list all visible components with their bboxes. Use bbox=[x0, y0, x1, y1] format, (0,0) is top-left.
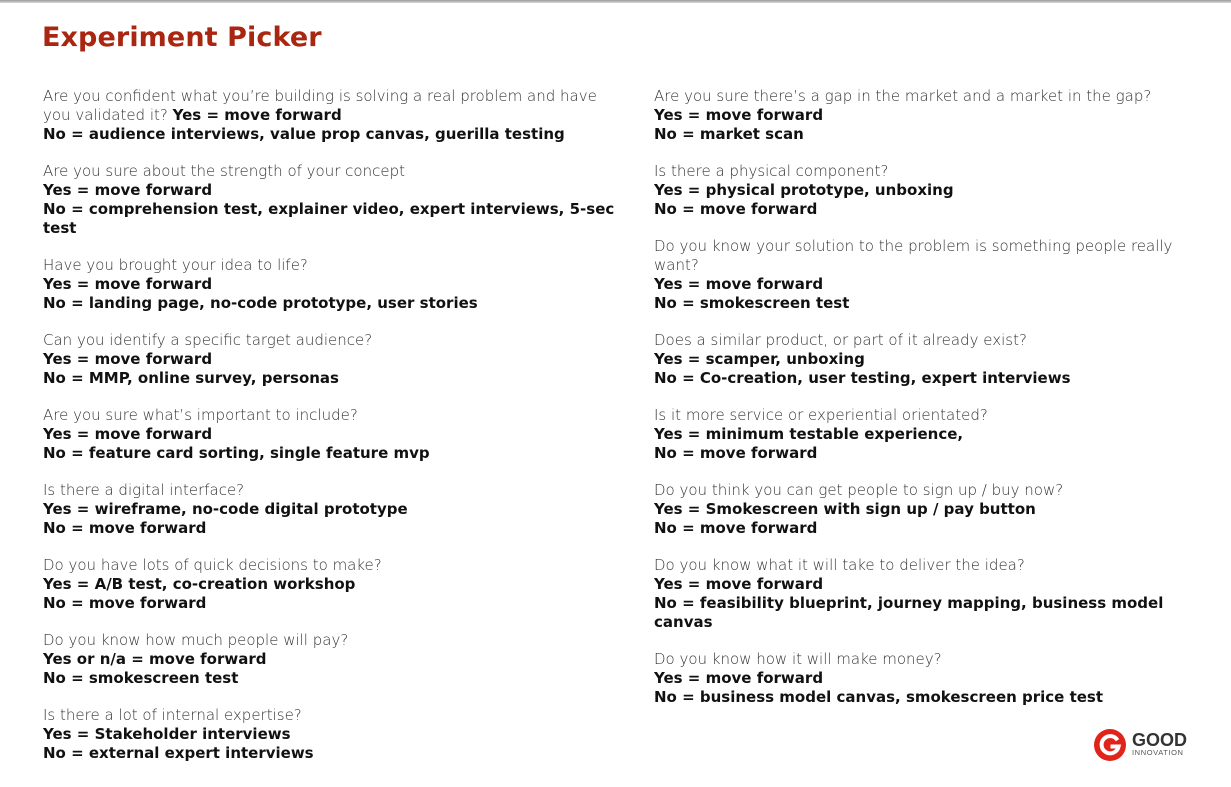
list-item bbox=[654, 650, 1214, 707]
no-answer: No = feasibility blueprint, journey mapping, business model canvas bbox=[654, 594, 1164, 631]
no-answer: No = feature card sorting, single feature mvp bbox=[43, 444, 430, 462]
good-innovation-logo bbox=[1093, 727, 1203, 763]
yes-answer: Yes = move forward bbox=[43, 425, 213, 443]
yes-answer: Yes = A/B test, co-creation workshop bbox=[43, 575, 356, 593]
no-answer: No = external expert interviews bbox=[43, 744, 314, 762]
yes-answer: Yes = move forward bbox=[172, 106, 342, 124]
question-text: Does a similar product, or part of it already exist? bbox=[654, 331, 1027, 349]
no-answer: No = move forward bbox=[43, 594, 207, 612]
list-item bbox=[43, 481, 628, 538]
no-answer: No = move forward bbox=[654, 444, 818, 462]
question-text: Can you identify a specific target audience? bbox=[43, 331, 373, 349]
top-rule bbox=[0, 0, 1231, 3]
no-answer: No = move forward bbox=[43, 519, 207, 537]
question-text: Is it more service or experiential orientated? bbox=[654, 406, 988, 424]
no-answer: No = market scan bbox=[654, 125, 804, 143]
page-title: Experiment Picker bbox=[42, 22, 322, 53]
list-item bbox=[654, 406, 1214, 463]
question-text: Do you have lots of quick decisions to make? bbox=[43, 556, 382, 574]
yes-answer: Yes = physical prototype, unboxing bbox=[654, 181, 954, 199]
yes-answer: Yes = minimum testable experience, bbox=[654, 425, 964, 443]
question-text: Are you sure what’s important to include? bbox=[43, 406, 358, 424]
yes-answer: Yes = move forward bbox=[654, 275, 824, 293]
question-text: Is there a physical component? bbox=[654, 162, 889, 180]
list-item bbox=[43, 162, 628, 238]
yes-answer: Yes = move forward bbox=[654, 575, 824, 593]
list-item bbox=[43, 256, 628, 313]
list-item bbox=[654, 331, 1214, 388]
yes-answer: Yes = move forward bbox=[43, 350, 213, 368]
question-text: Is there a lot of internal expertise? bbox=[43, 706, 302, 724]
no-answer: No = audience interviews, value prop canvas, guerilla testing bbox=[43, 125, 565, 143]
no-answer: No = smokescreen test bbox=[43, 669, 239, 687]
yes-answer: Yes = Smokescreen with sign up / pay button bbox=[654, 500, 1036, 518]
no-answer: No = move forward bbox=[654, 200, 818, 218]
no-answer: No = business model canvas, smokescreen price test bbox=[654, 688, 1104, 706]
no-answer: No = comprehension test, explainer video, expert interviews, 5-sec test bbox=[43, 200, 615, 237]
yes-answer: Yes = move forward bbox=[43, 181, 213, 199]
no-answer: No = MMP, online survey, personas bbox=[43, 369, 339, 387]
list-item bbox=[654, 162, 1214, 219]
no-answer: No = landing page, no-code prototype, user stories bbox=[43, 294, 478, 312]
left-column bbox=[43, 87, 628, 781]
logo-wordmark: GOOD bbox=[1132, 730, 1188, 750]
question-text: Do you think you can get people to sign up / buy now? bbox=[654, 481, 1064, 499]
yes-answer: Yes = wireframe, no-code digital prototype bbox=[43, 500, 408, 518]
list-item bbox=[43, 631, 628, 688]
list-item bbox=[43, 706, 628, 763]
yes-answer: Yes = move forward bbox=[654, 106, 824, 124]
list-item bbox=[43, 87, 628, 144]
list-item bbox=[654, 87, 1214, 144]
list-item bbox=[654, 237, 1214, 313]
list-item bbox=[654, 481, 1214, 538]
yes-answer: Yes = move forward bbox=[43, 275, 213, 293]
yes-answer: Yes = move forward bbox=[654, 669, 824, 687]
list-item bbox=[654, 556, 1214, 632]
question-text: Is there a digital interface? bbox=[43, 481, 245, 499]
question-text: Do you know how much people will pay? bbox=[43, 631, 349, 649]
g-logo-icon bbox=[1093, 728, 1127, 762]
question-text: Are you sure about the strength of your concept bbox=[43, 162, 405, 180]
no-answer: No = Co-creation, user testing, expert interviews bbox=[654, 369, 1071, 387]
no-answer: No = move forward bbox=[654, 519, 818, 537]
yes-answer: Yes = scamper, unboxing bbox=[654, 350, 865, 368]
question-text: Do you know your solution to the problem is something people really want? bbox=[654, 237, 1173, 274]
question-text: Do you know how it will make money? bbox=[654, 650, 942, 668]
list-item bbox=[43, 556, 628, 613]
no-answer: No = smokescreen test bbox=[654, 294, 850, 312]
yes-answer: Yes = Stakeholder interviews bbox=[43, 725, 291, 743]
question-text: Are you confident what you’re building is solving a real problem and have you validated it? bbox=[43, 87, 597, 124]
question-text: Have you brought your idea to life? bbox=[43, 256, 308, 274]
list-item bbox=[43, 331, 628, 388]
list-item bbox=[43, 406, 628, 463]
question-text: Are you sure there’s a gap in the market and a market in the gap? bbox=[654, 87, 1152, 105]
question-text: Do you know what it will take to deliver the idea? bbox=[654, 556, 1025, 574]
yes-answer: Yes or n/a = move forward bbox=[43, 650, 267, 668]
logo-tagline: INNOVATION bbox=[1132, 748, 1184, 757]
right-column bbox=[654, 87, 1214, 725]
